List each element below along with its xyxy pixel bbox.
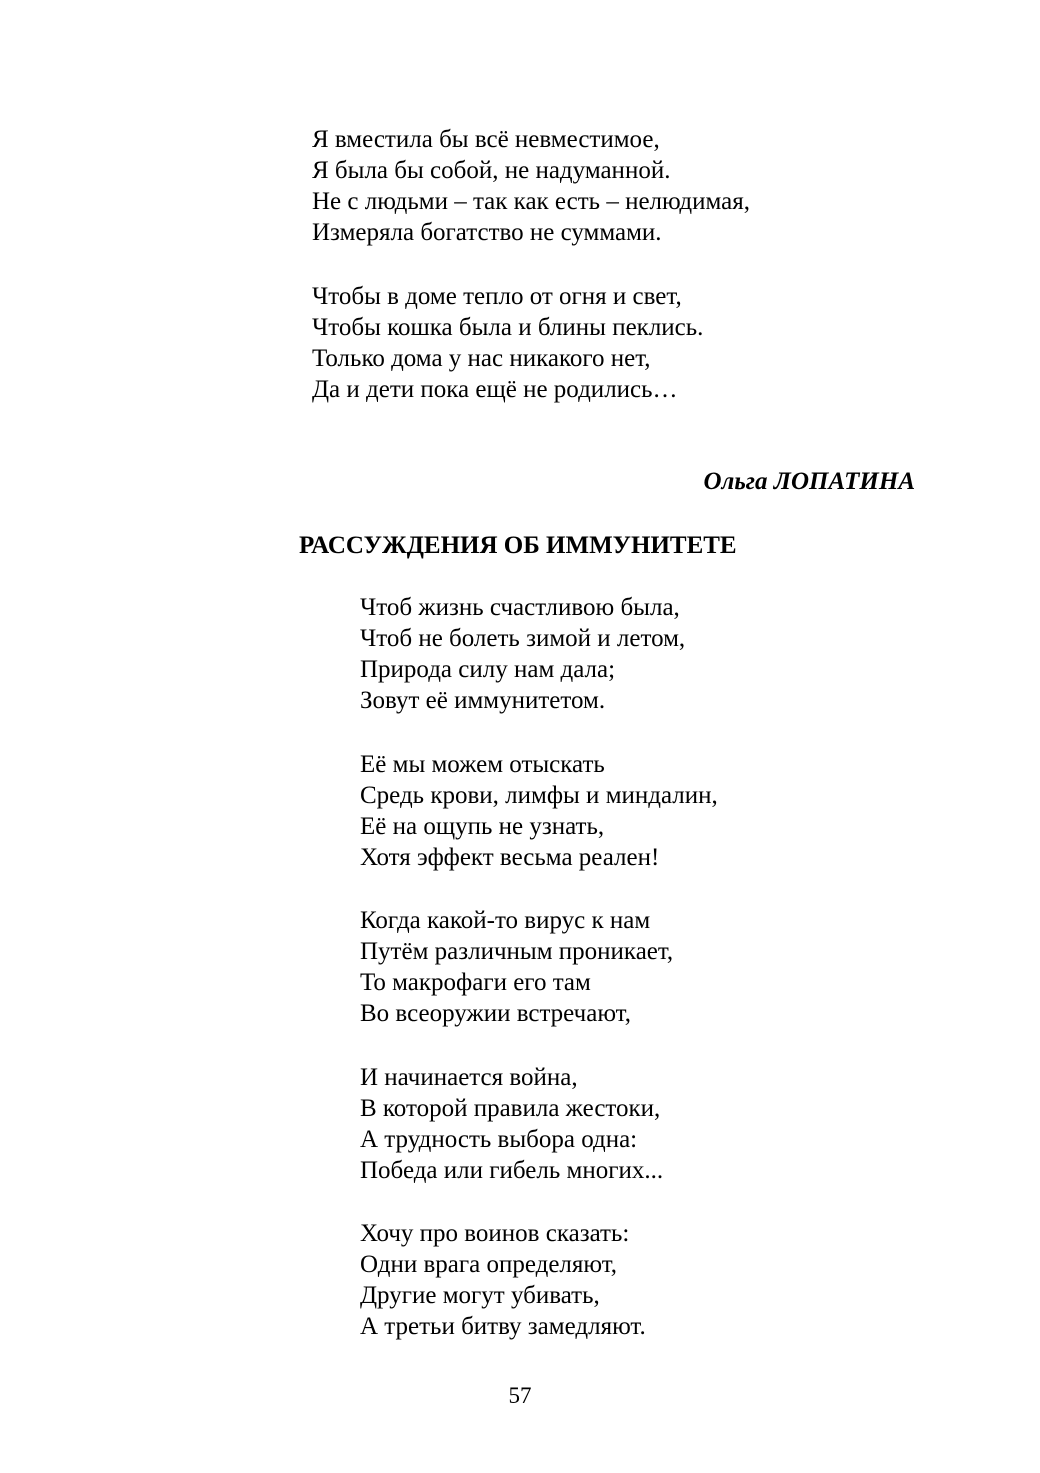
poem-line: То макрофаги его там (360, 969, 591, 996)
poem-title: РАССУЖДЕНИЯ ОБ ИММУНИТЕТЕ (299, 532, 737, 559)
poem-line: Во всеоружии встречают, (360, 1000, 631, 1027)
poem-line: А трудность выбора одна: (360, 1126, 638, 1153)
poem-two-stanza-1 (360, 592, 685, 716)
poem-two-stanza-3 (360, 905, 673, 1029)
poem-line: И начинается война, (360, 1064, 578, 1091)
page-number: 57 (508, 1383, 532, 1408)
poem-line: Её на ощупь не узнать, (360, 813, 605, 840)
poem-line: Хотя эффект весьма реален! (360, 844, 660, 871)
poem-line: Победа или гибель многих... (360, 1157, 664, 1184)
poem-line: Одни врага определяют, (360, 1251, 618, 1278)
poem-line: Чтобы в доме тепло от огня и свет, (312, 283, 682, 310)
poem-line: Не с людьми – так как есть – нелюдимая, (312, 188, 751, 215)
poem-two-stanza-4 (360, 1062, 663, 1186)
poem-one-stanza-2 (312, 281, 703, 405)
poem-line: Я была бы собой, не надуманной. (312, 157, 671, 184)
poem-line: Чтоб не болеть зимой и летом, (360, 625, 686, 652)
poem-line: В которой правила жестоки, (360, 1095, 661, 1122)
poem-line: Средь крови, лимфы и миндалин, (360, 782, 718, 809)
poem-line: Природа силу нам дала; (360, 656, 616, 683)
poem-line: Хочу про воинов сказать: (360, 1220, 630, 1247)
poem-line: Чтоб жизнь счастливою была, (360, 594, 680, 621)
poem-line: Только дома у нас никакого нет, (312, 345, 651, 372)
poem-line: Её мы можем отыскать (360, 751, 605, 778)
poem-two-stanza-5 (360, 1218, 646, 1342)
poem-line: Когда какой-то вирус к нам (360, 907, 651, 934)
poem-author: Ольга ЛОПАТИНА (703, 468, 915, 495)
poem-line: Зовут её иммунитетом. (360, 687, 606, 714)
poem-line: Да и дети пока ещё не родились… (312, 376, 678, 403)
poem-one-stanza-1 (312, 124, 750, 248)
poem-two-stanza-2 (360, 749, 718, 873)
poem-line: А третьи битву замедляют. (360, 1313, 646, 1340)
poem-line: Чтобы кошка была и блины пеклись. (312, 314, 704, 341)
poem-line: Я вместила бы всё невместимое, (312, 126, 660, 153)
poem-line: Другие могут убивать, (360, 1282, 600, 1309)
poem-line: Путём различным проникает, (360, 938, 674, 965)
poem-line: Измеряла богатство не суммами. (312, 219, 662, 246)
